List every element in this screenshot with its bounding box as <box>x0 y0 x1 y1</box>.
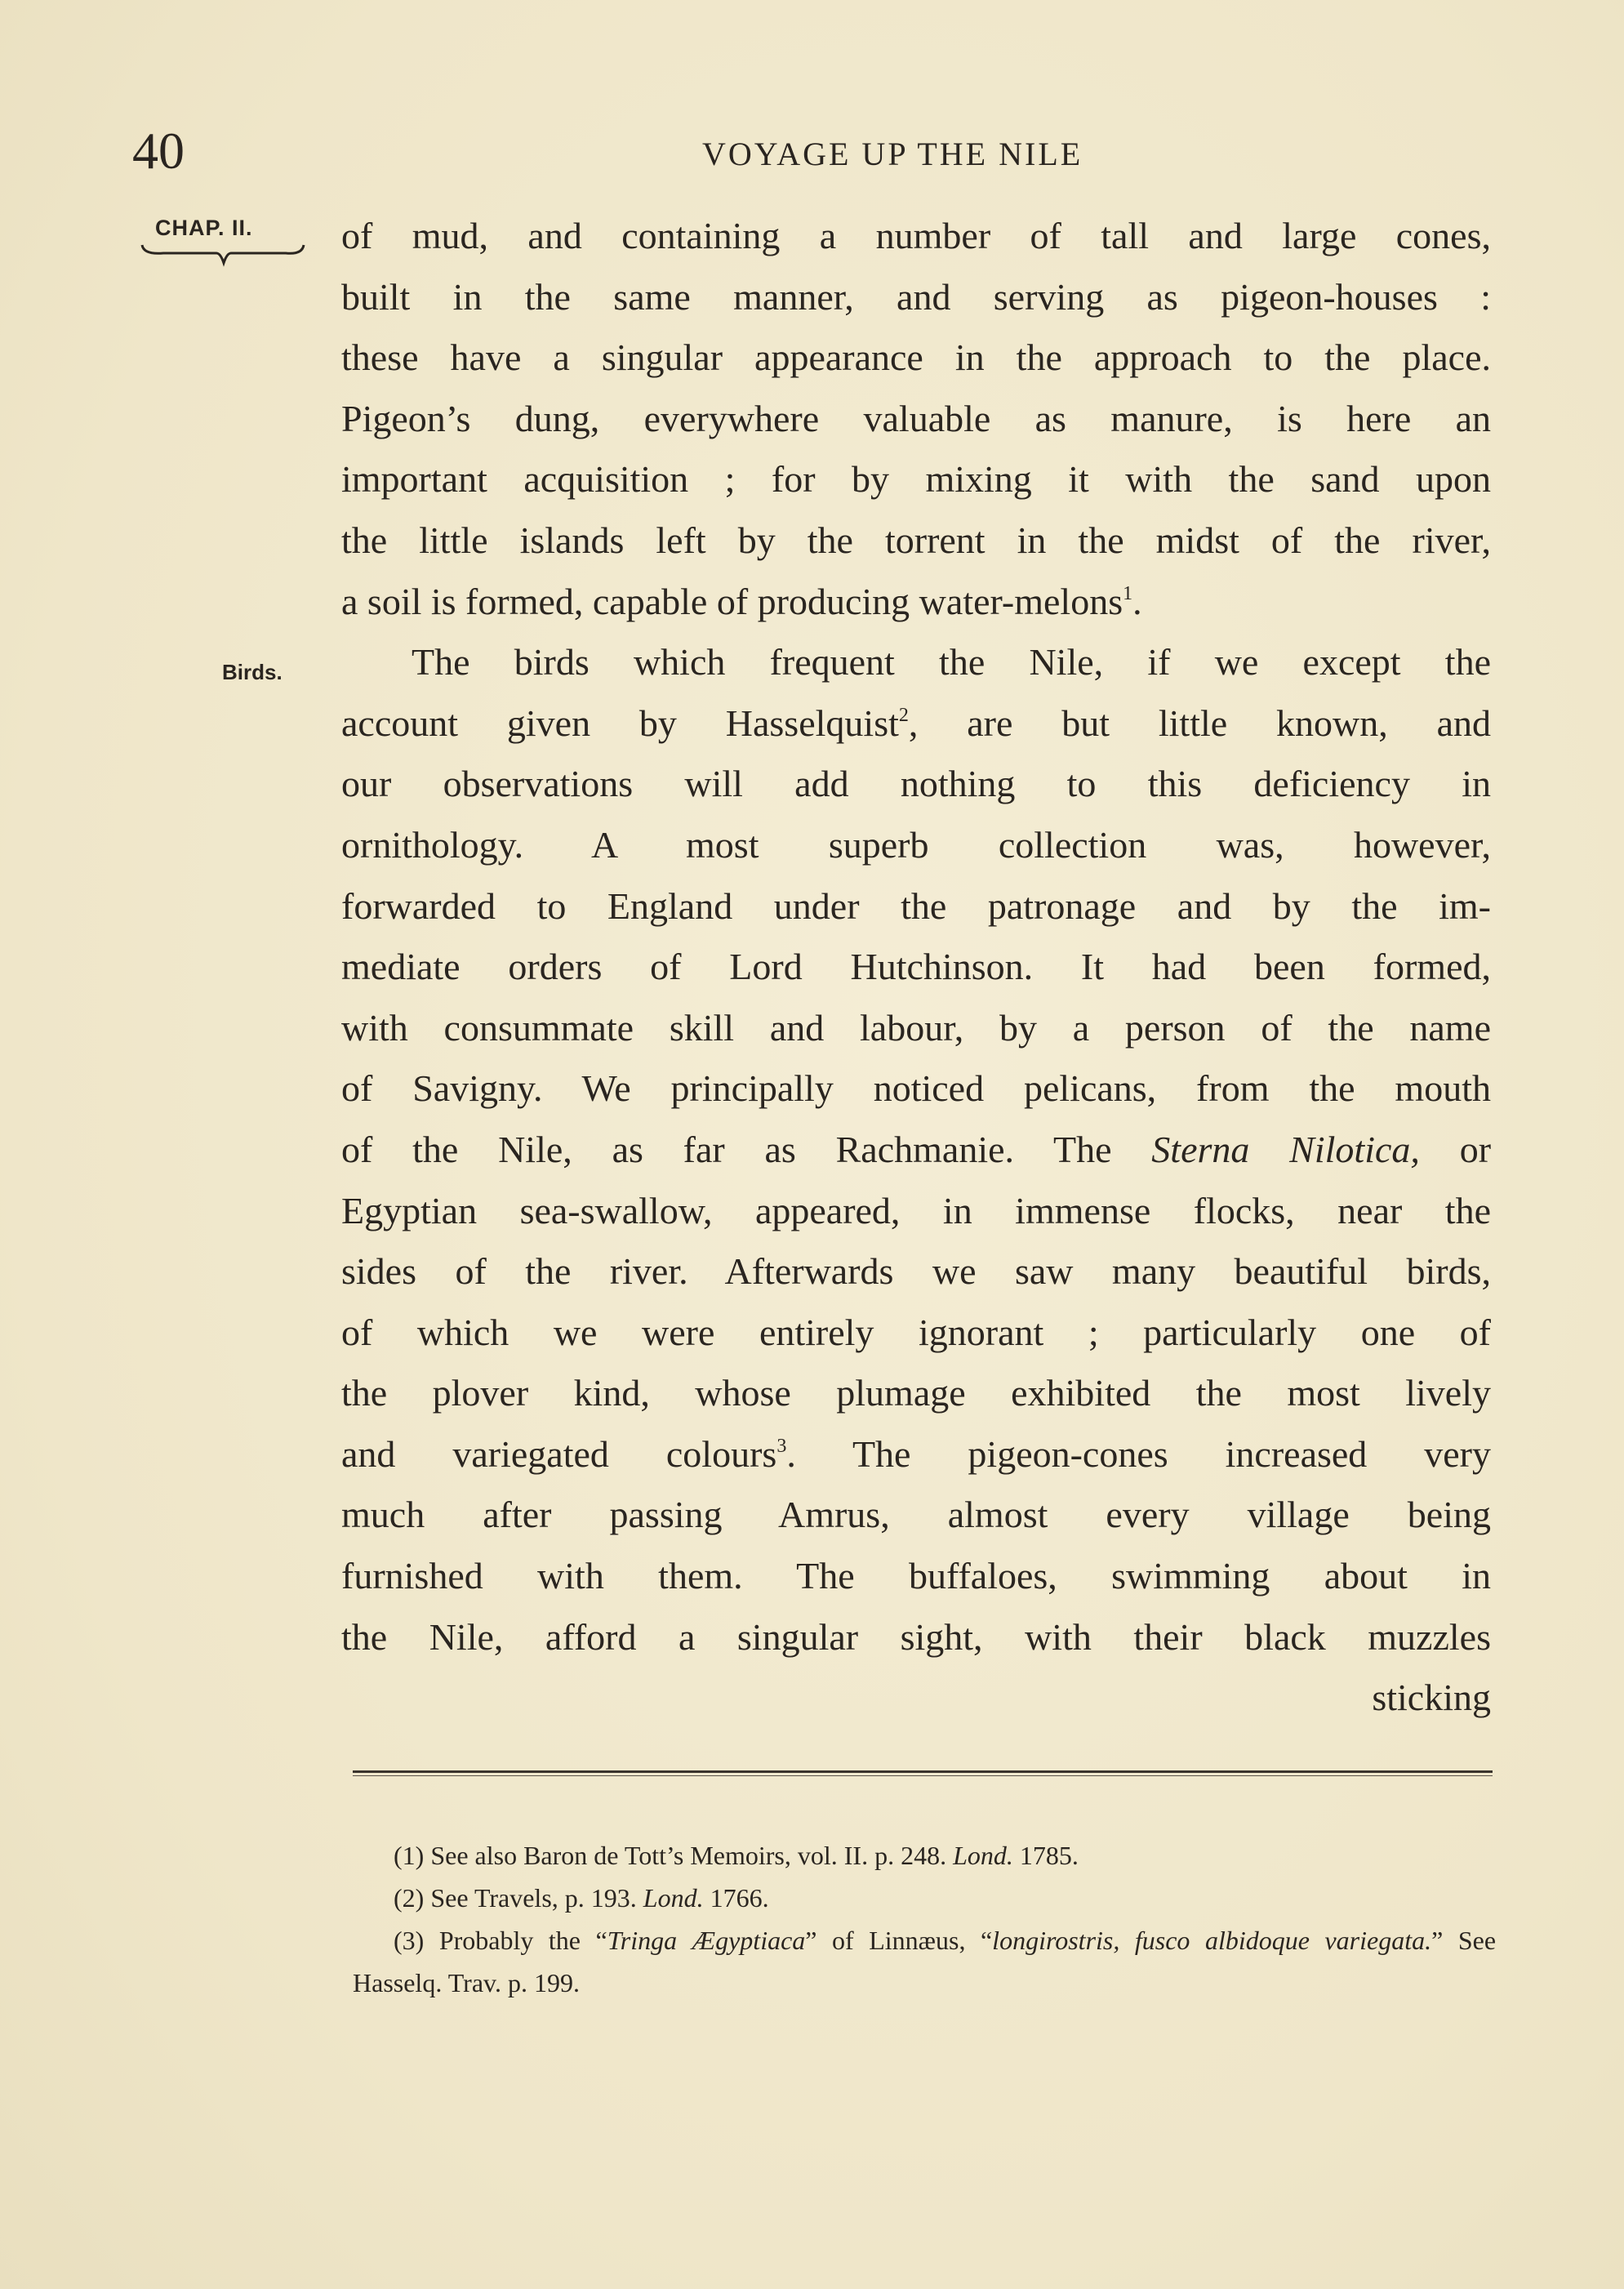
text-line: important acquisition ; for by mixing it with the sand upon <box>341 458 1491 501</box>
text-line: the plover kind, whose plumage exhibited the most lively <box>341 1372 1491 1414</box>
text-line: and variegated colours$^3$. The pigeon-cones increased very <box>341 1432 1491 1475</box>
body-text <box>341 206 1491 1729</box>
text-line: of which we were entirely ignorant ; particularly one of <box>341 1311 1491 1353</box>
text-line: of Savigny. We principally noticed pelicans, from the mouth <box>341 1067 1491 1110</box>
text-line: with consummate skill and labour, by a person of the name <box>341 1006 1491 1049</box>
running-head: VOYAGE UP THE NILE <box>702 136 1083 172</box>
footnote-ref[interactable]: 1 <box>1123 582 1133 604</box>
text-line: forwarded to England under the patronage and by the im- <box>341 884 1491 927</box>
footnote-1: (1) See also Baron de Tott’s Memoirs, vol. II. p. 248. Lond. 1785. <box>394 1841 1079 1870</box>
footnote-rule <box>353 1770 1493 1773</box>
text-line: the Nile, afford a singular sight, with their black muzzles <box>341 1615 1491 1658</box>
footnote-ref[interactable]: 2 <box>898 704 909 726</box>
text-line: of mud, and containing a number of tall and large cones, <box>341 215 1491 256</box>
text-line: The birds which frequent the Nile, if we except the <box>412 641 1491 684</box>
catchword: sticking <box>1372 1677 1491 1719</box>
text-line: of the Nile, as far as Rachmanie. The Sterna Nilotica, or <box>341 1128 1492 1170</box>
text-line: account given by Hasselquist$^2$, are but little known, and <box>341 701 1492 744</box>
footnotes <box>353 1834 1496 2004</box>
footnote-3: (3) Probably the “Tringa Ægyptiaca” of Linnæus, “longirostris, fusco albidoque variegata.” See Hasselq. Trav. p. 199. <box>353 1926 1497 1997</box>
text-line: a soil is formed, capable of producing water-melons$^1$. <box>341 580 1142 622</box>
text-line: sides of the river. Afterwards we saw many beautiful birds, <box>341 1250 1491 1293</box>
text-line: our observations will add nothing to this deficiency in <box>341 763 1491 805</box>
footnote-rule <box>353 1775 1493 1776</box>
text-line: furnished with them. The buffaloes, swimming about in <box>341 1555 1491 1597</box>
text-line: mediate orders of Lord Hutchinson. It had been formed, <box>341 946 1491 988</box>
text-line: Egyptian sea-swallow, appeared, in immense flocks, near the <box>341 1189 1491 1231</box>
text-line: built in the same manner, and serving as pigeon-houses : <box>341 275 1491 318</box>
birds-margin-note: Birds. <box>222 660 283 684</box>
text-line: Pigeon’s dung, everywhere valuable as manure, is here an <box>341 397 1491 439</box>
text-line: these have a singular appearance in the approach to the place. <box>341 336 1491 379</box>
species-name: Sterna Nilotica, <box>1151 1128 1420 1170</box>
text-line: much after passing Amrus, almost every village being <box>341 1494 1491 1536</box>
footnote-2: (2) See Travels, p. 193. Lond. 1766. <box>394 1883 769 1913</box>
text-line: the little islands left by the torrent in the midst of the river, <box>341 519 1491 561</box>
chapter-brace-icon <box>139 238 310 271</box>
page-number: 40 <box>132 122 185 180</box>
chapter-margin-note: CHAP. II. <box>155 216 253 240</box>
text-line: ornithology. A most superb collection was, however, <box>341 823 1491 866</box>
footnote-ref[interactable]: 3 <box>776 1435 787 1457</box>
